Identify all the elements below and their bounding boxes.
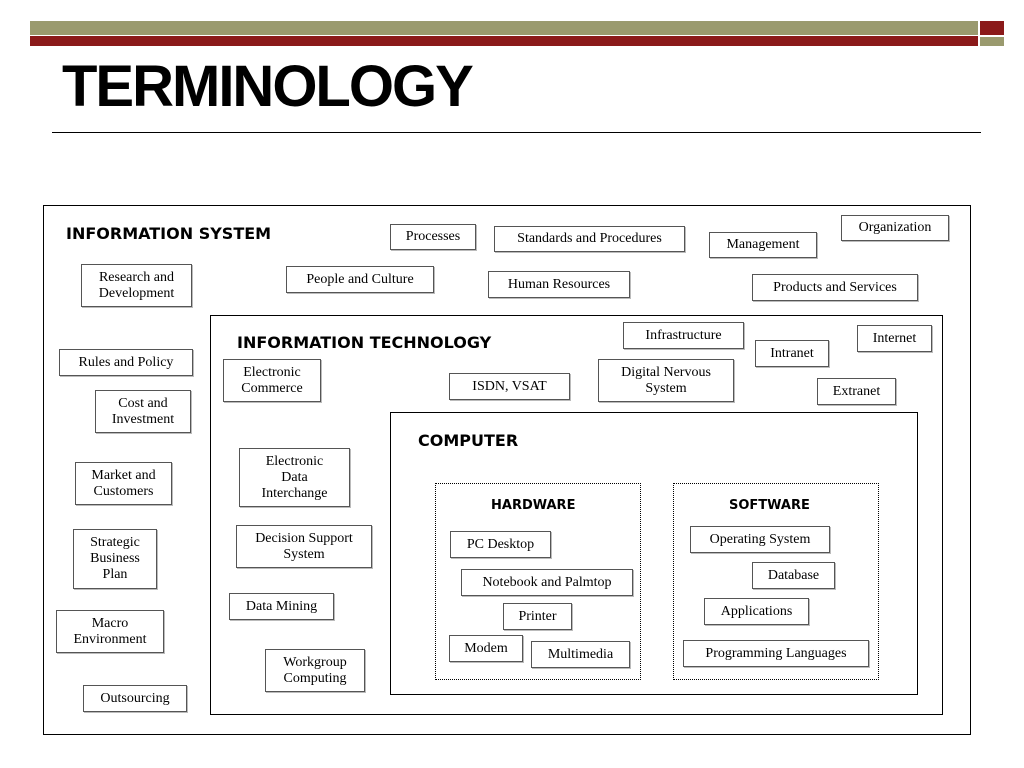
extranet-box: Extranet (817, 378, 896, 405)
database-box: Database (752, 562, 835, 589)
corner-square-red (980, 21, 1004, 35)
pc-desktop-box: PC Desktop (450, 531, 551, 558)
workgroup-box: Workgroup Computing (265, 649, 365, 692)
programming-languages-box: Programming Languages (683, 640, 869, 667)
dss-box: Decision Support System (236, 525, 372, 568)
isdn-box: ISDN, VSAT (449, 373, 570, 400)
operating-system-box: Operating System (690, 526, 830, 553)
products-box: Products and Services (752, 274, 918, 301)
multimedia-box: Multimedia (531, 641, 630, 668)
header-bar-top (30, 21, 978, 35)
intranet-box: Intranet (755, 340, 829, 367)
applications-box: Applications (704, 598, 809, 625)
people-box: People and Culture (286, 266, 434, 293)
printer-box: Printer (503, 603, 572, 630)
infrastructure-box: Infrastructure (623, 322, 744, 349)
rules-box: Rules and Policy (59, 349, 193, 376)
market-box: Market and Customers (75, 462, 172, 505)
ecommerce-box: Electronic Commerce (223, 359, 321, 402)
modem-box: Modem (449, 635, 523, 662)
human-resources-box: Human Resources (488, 271, 630, 298)
outsourcing-box: Outsourcing (83, 685, 187, 712)
cost-box: Cost and Investment (95, 390, 191, 433)
internet-box: Internet (857, 325, 932, 352)
header-bar-bottom (30, 36, 978, 46)
slide-title: TERMINOLOGY (62, 54, 472, 119)
processes-box: Processes (390, 224, 476, 250)
edi-box: Electronic Data Interchange (239, 448, 350, 507)
organization-box: Organization (841, 215, 949, 241)
notebook-box: Notebook and Palmtop (461, 569, 633, 596)
hardware-heading: HARDWARE (491, 498, 576, 513)
information-system-heading: INFORMATION SYSTEM (66, 224, 272, 243)
data-mining-box: Data Mining (229, 593, 334, 620)
corner-square-olive (980, 37, 1004, 46)
management-box: Management (709, 232, 817, 258)
digital-nervous-box: Digital Nervous System (598, 359, 734, 402)
research-box: Research and Development (81, 264, 192, 307)
computer-heading: COMPUTER (418, 431, 519, 450)
title-underline (52, 132, 981, 133)
information-technology-heading: INFORMATION TECHNOLOGY (237, 333, 492, 352)
software-heading: SOFTWARE (729, 498, 810, 513)
macro-box: Macro Environment (56, 610, 164, 653)
standards-box: Standards and Procedures (494, 226, 685, 252)
strategic-box: Strategic Business Plan (73, 529, 157, 589)
